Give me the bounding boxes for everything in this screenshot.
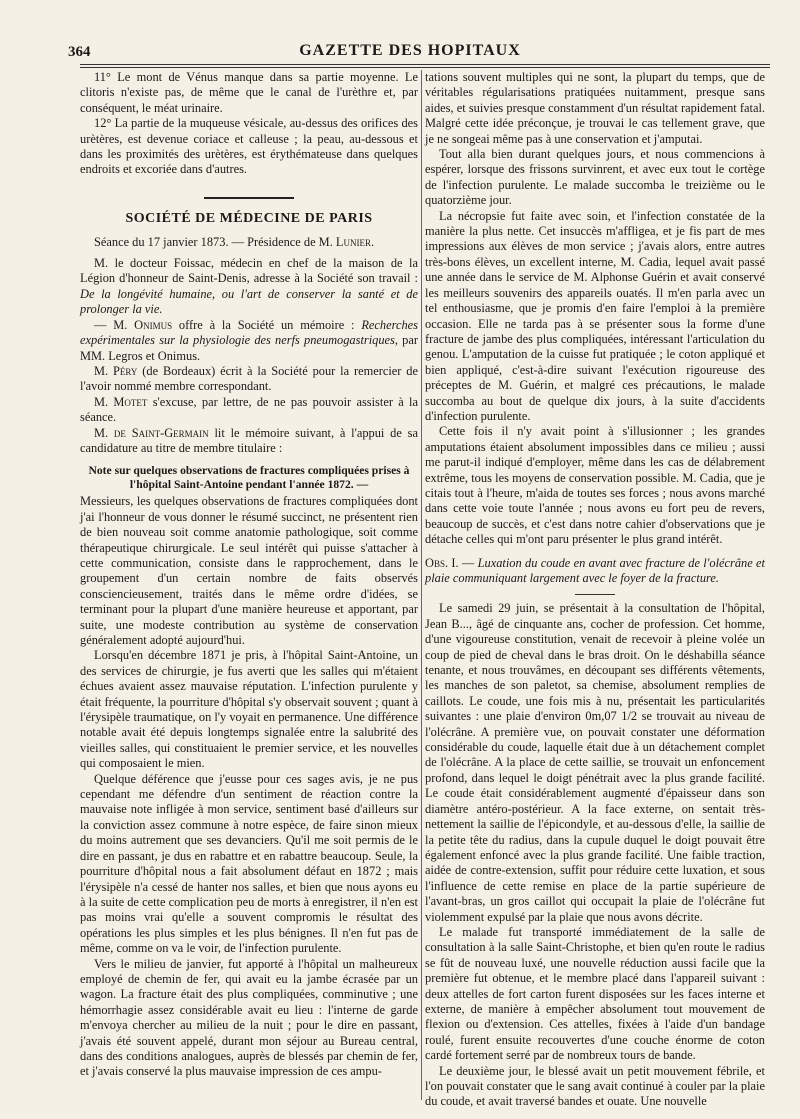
motet-paragraph: M. Motet s'excuse, par lettre, de ne pas pouvoir assister à la séance. <box>80 394 418 425</box>
note-paragraph-3: Quelque déférence que j'eusse pour ces sages avis, je ne pus cependant me défendre d'un sentiment de réaction contre la mauvaise note infligée à mon service, sentiment basé d'ailleurs sur la conviction assez commune à notre espèce, de faire sinon mieux du moins autrement que ses devanciers. Qu'il me soit permis de le dire en passant, je dus en rabattre et en rabattre beaucoup. Seule, la pourriture d'hôpital nous a fait absolument défaut en 1872 ; mais l'érysipèle n'a cessé de hanter nos salles, et bien que nous ayons eu à la suite de cette complication peu de morts à enregistrer, il n'en est pas moins vrai qu'elle a souvent compromis le résultat des opérations les plus simples et les plus bénignes. Il n'en fut pas de même, comme on va le voir, de l'infection purulente. <box>80 771 418 956</box>
onimus-name: M. Onimus <box>113 317 173 332</box>
seance-line: Séance du 17 janvier 1873. — Présidence de M. Lunier. <box>94 234 375 249</box>
header-rule <box>80 64 770 65</box>
observation-heading <box>425 556 765 587</box>
short-rule <box>575 594 615 595</box>
section-separator <box>80 188 418 203</box>
right-paragraph-2: Tout alla bien durant quelques jours, et nous commencions à espérer, lorsque des frissons survinrent, et avec eux tout le cortège de l'infection purulente. Le malade succomba le treizième ou le quatorzième jour. <box>425 147 765 208</box>
saint-germain-paragraph: M. de Saint-Germain lit le mémoire suivant, à l'appui de sa candidature au titre de membre titulaire : <box>80 425 418 455</box>
pery-name: M. Péry <box>94 363 138 378</box>
observation-title: Luxation du coude en avant avec fracture de l'olécrâne et plaie communiquant largement avec le foyer de la fracture. <box>425 555 765 585</box>
paragraph-11: 11° Le mont de Vénus manque dans sa partie moyenne. Le clitoris n'existe pas, de même que le canal de l'urèthre et, par conséquent, le méat urinaire. <box>80 70 418 115</box>
pery-paragraph: M. Péry (de Bordeaux) écrit à la Société pour la remercier de l'avoir nommé membre correspondant. <box>80 363 418 394</box>
motet-name: M. Motet <box>94 394 148 409</box>
right-paragraph-3: La nécropsie fut faite avec soin, et l'infection constatée de la manière la plus nette. Cet insuccès m'affligea, et je fis part de mes impressions aux élèves de mon service ; j'avais alors, entre autres très-bons élèves, un excellent interne, M. Cadia, lequel avait passé une année dans le service de M. Alphonse Guérin et avait conservé les meilleurs souvenirs des appareils ouatés. Il m'en parla avec un tel enthousiasme, que je promis d'en faire l'emploi à la première occasion. Elle ne tarda pas à se présenter sous la forme d'une fracture de jambe des plus compliquées, intéressant l'articulation du genou. L'amputation de la cuisse fut pratiquée ; le coton appliqué et bien appliqué, c'est-à-dire suivant l'exécution rigoureuse des préceptes de M. Guérin, et malgré ces précautions, le malade succomba au bout de quelque dix jours, à la suite d'accidents d'infection purulente. <box>425 208 765 423</box>
note-title: Note sur quelques observations de fractures compliquées prises à l'hôpital Saint-Antoine pendant l'année 1872. — <box>88 464 410 492</box>
note-paragraph-4: Vers le milieu de janvier, fut apporté à l'hôpital un malheureux employé de chemin de fer, qui avait eu la jambe écrasée par un wagon. La fracture était des plus compliquées, comminutive ; une hémorrhagie assez considérable avait eu lieu : l'interne de garde m'envoya chercher au milieu de la nuit ; pour le dire en passant, j'avais été souvent appelé, durant mon séjour au Bureau central, dans des conditions analogues, auprès de blessés par chemin de fer, et j'avais conservé la plus mauvaise impression de ces ampu- <box>80 956 418 1079</box>
right-paragraph-7: Le deuxième jour, le blessé avait un petit mouvement fébrile, et l'on pouvait constater que le sang avait continué à couler par la plaie du coude, et avait traversé bandes et ouate. Une nouvelle <box>425 1063 765 1109</box>
paragraph-12: 12° La partie de la muqueuse vésicale, au-dessus des orifices des urètères, est devenue coriace et calleuse ; la peau, au-dessous et dans les proximités des urètères, est érythémateuse dans quelques endroits et excoriée dans d'autres. <box>80 116 418 177</box>
page-header <box>60 42 760 66</box>
column-divider <box>421 70 422 1100</box>
right-paragraph-1: tations souvent multiples qui ne sont, la plupart du temps, que de véritables régularisations pratiquées nuitamment, presque sans aides, et suivies presque constamment d'un résultat rapidement fatal. Malgré cette idée préconçue, je trouvai le cas tellement grave, que je ne songeai même pas à une conservation et j'amputai. <box>425 70 765 146</box>
note-paragraph-1: Messieurs, les quelques observations de fractures compliquées dont j'ai l'honneur de vous donner le résumé succinct, ne présentent rien de bien nouveau soit comme anatomie pathologique, soit comme thérapeutique chirurgicale. Le seul intérêt qui puisse s'attacher à cette communication, consiste dans le rapprochement, dans le groupement d'un certain nombre de faits observés consciencieusement, traités dans le même ordre d'idées, se terminant pour la plupart d'une manière heureuse et apportant, par suite, une modeste contribution au système de conservation généralement adopté aujourd'hui. <box>80 494 418 647</box>
onimus-paragraph: — M. Onimus offre à la Société un mémoire : Recherches expérimentales sur la physiologie des nerfs pneumogastriques, par MM. Legros et Onimus. <box>80 317 418 363</box>
header-rule-secondary <box>80 67 770 68</box>
section-title: SOCIÉTÉ DE MÉDECINE DE PARIS <box>125 211 373 227</box>
foissac-paragraph: M. le docteur Foissac, médecin en chef de la maison de la Légion d'honneur de Saint-Denis, adresse à la Société son travail : De la longévité humaine, ou l'art de conserver la santé et de prolonger la vie. <box>80 256 418 317</box>
note-paragraph-2: Lorsqu'en décembre 1871 je pris, à l'hôpital Saint-Antoine, un des services de chirurgie, je fus averti que les salles qui m'étaient échues avaient assez mauvaise réputation. L'infection purulente y était fréquente, la pourriture d'hôpital s'y observait souvent ; quant à l'érysipèle traumatique, on l'y voyait en permanence. Une différence notable avait été depuis longtemps signalée entre la salubrité des vieilles salles, qui constituaient le premier service, et les nouvelles qui composaient le mien. <box>80 648 418 771</box>
foissac-work-title: De la longévité humaine, ou l'art de conserver la santé et de prolonger la vie. <box>80 286 418 317</box>
onimus-work-title: Recherches expérimentales sur la physiologie des nerfs pneumogastriques <box>80 317 418 348</box>
right-paragraph-4: Cette fois il n'y avait point à s'illusionner ; les grandes amputations étaient absolument impossibles dans ce milieu ; aussi me parut-il indiqué d'employer, même dans les cas de délabrement extrême, tous les moyens de conservation possible. M. Cadia, que je citais tout à l'heure, m'aida de toutes ses forces ; nous avons marché dans cette voie toute l'année ; nous avons eu fort peu de revers, beaucoup de succès, et c'est dans notre cahier d'observations que je détache celles qui m'ont paru présenter le plus grand intérêt. <box>425 424 765 547</box>
right-paragraph-6: Le malade fut transporté immédiatement de la salle de consultation à la salle Saint-Christophe, et bien qu'en route le radius se fût de nouveau luxé, une nouvelle réduction aussi facile que la première fut obtenue, et le membre placé dans l'appareil suivant : deux attelles de fort carton furent disposées sur les faces interne et externe, de manière à empêcher absolument tout mouvement de flexion ou d'extension. Ces attelles, fixées à l'aide d'un bandage roulé, furent ensuite recouvertes d'une couche énorme de coton cardé fortement serré par de nombreux tours de bande. <box>425 924 765 1063</box>
president-name: Lunier. <box>335 234 375 249</box>
right-paragraph-5: Le samedi 29 juin, se présentait à la consultation de l'hôpital, Jean B..., âgé de cinquante ans, cocher de profession. Cet homme, d'une vigoureuse constitution, venait de recevoir à pleine volée un coup de pied de cheval dans le bras droit. On le déshabilla séance tenante, et nous trouvâmes, en découpant ses différents vêtements, les manches de son paletot, sa chemise, absolument remplies de caillots. Le coude, une fois mis à nu, présentait les particularités suivantes : une plaie d'environ 0m,07 1/2 se trouvait au niveau de l'olécrâne. A première vue, on pouvait constater une déformation considérable du coude, laquelle était due à un détachement complet de l'olécrâne. A la place de cette saillie, se trouvait un enfoncement profond, dans lequel le doigt pénétrait avec la plus grande facilité. Le coude était considérablement augmenté d'épaisseur dans son diamètre antéro-postérieur. A la face externe, on sentait très-nettement la saillie de l'épicondyle, et au-dessous d'elle, la saillie de la petite tête du radius, dans la cupule duquel le doigt pouvait être également enfoncé avec la plus grande facilité. Une faible traction, aidée de contre-extension, suffit pour réduire cette luxation, et sous l'influence de cette remise en place de la partie supérieure de l'avant-bras, un gros caillot qui occupait la plaie de l'olécrâne fut violemment expulsé par la plaie que nous avons décrite. <box>425 601 765 924</box>
saint-germain-name: M. de Saint-Germain <box>94 425 209 440</box>
running-title: GAZETTE DES HOPITAUX <box>299 42 521 59</box>
right-column <box>425 70 765 1110</box>
left-column <box>80 70 418 1080</box>
observation-label: Obs. I. — <box>425 555 478 570</box>
page-number: 364 <box>68 44 91 60</box>
